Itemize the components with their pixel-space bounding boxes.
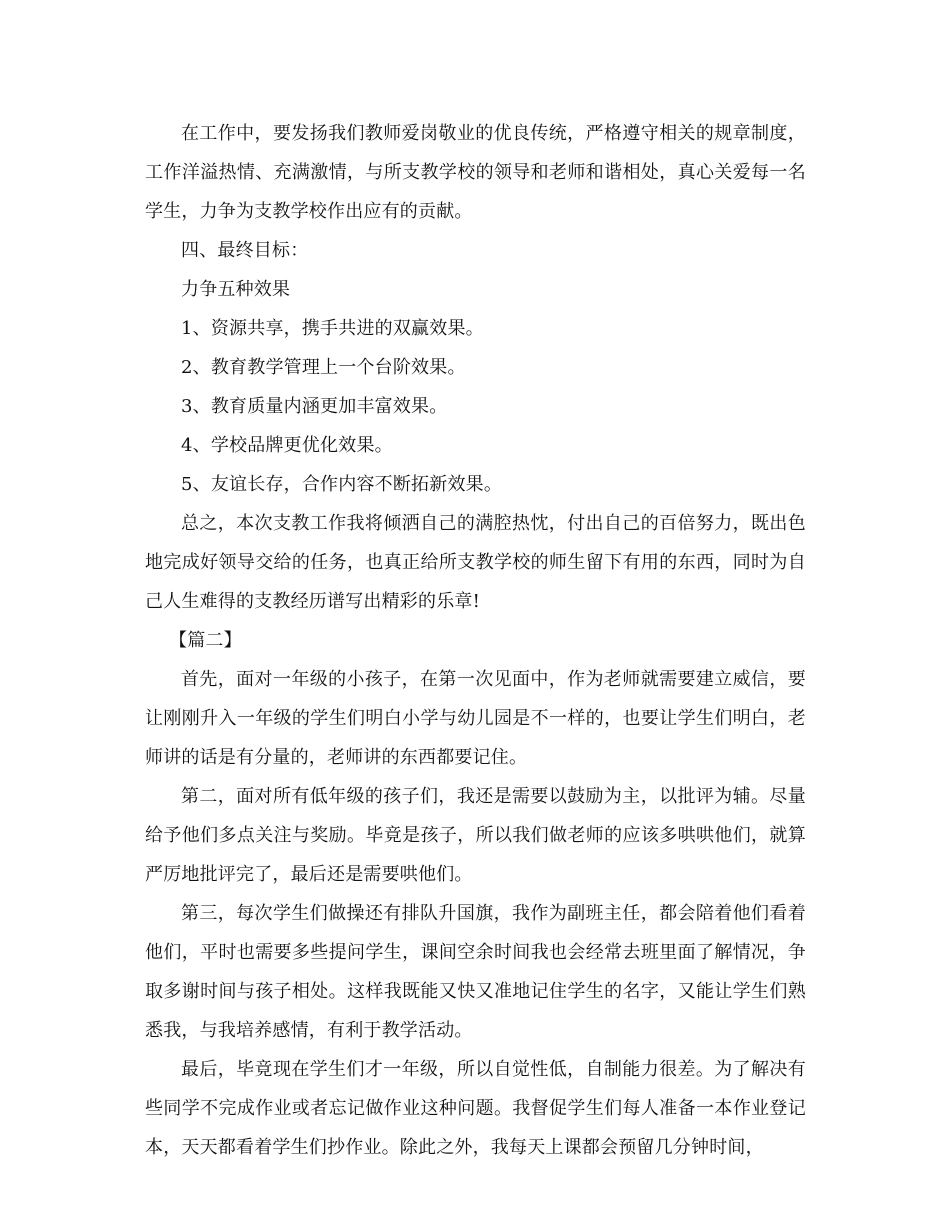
subheading-five-effects: 力争五种效果 xyxy=(181,279,291,300)
paragraph-last: 最后，毕竟现在学生们才一年级，所以自觉性低，自制能力很差。为了解决有些同学不完成作业或者忘记做作业这种问题。我督促学生们每人准备一本作业登记本，天天都看着学生们抄作业。除此之外，我每天上课都会预留几分钟时间， xyxy=(145,1059,806,1158)
paragraph-third: 第三，每次学生们做操还有排队升国旗，我作为副班主任，都会陪着他们看着他们，平时也需要多些提问学生，课间空余时间我也会经常去班里面了解情况，争取多谢时间与孩子相处。这样我既能又快又准地记住学生的名字，又能让学生们熟悉我，与我培养感情，有利于教学活动。 xyxy=(145,903,806,1041)
paragraph-conclusion: 总之，本次支教工作我将倾洒自己的满腔热忱，付出自己的百倍努力，既出色地完成好领导交给的任务，也真正给所支教学校的师生留下有用的东西，同时为自己人生难得的支教经历谱写出精彩的乐章! xyxy=(145,513,806,612)
list-item-effect-3: 3、教育质量内涵更加丰富效果。 xyxy=(181,396,448,417)
list-item-effect-5: 5、友谊长存，合作内容不断拓新效果。 xyxy=(181,474,503,495)
document-body xyxy=(145,114,806,1167)
section-heading-final-goal: 四、最终目标： xyxy=(181,240,309,261)
list-item-effect-1: 1、资源共享，携手共进的双赢效果。 xyxy=(181,318,484,339)
paragraph-first: 首先，面对一年级的小孩子，在第一次见面中，作为老师就需要建立威信，要让刚刚升入一年级的学生们明白小学与幼儿园是不一样的，也要让学生们明白，老师讲的话是有分量的，老师讲的东西都要记住。 xyxy=(145,669,806,768)
list-item-effect-2: 2、教育教学管理上一个台阶效果。 xyxy=(181,357,466,378)
section-heading-part-two: 【篇二】 xyxy=(169,630,242,651)
paragraph-second: 第二，面对所有低年级的孩子们，我还是需要以鼓励为主，以批评为辅。尽量给予他们多点关注与奖励。毕竟是孩子，所以我们做老师的应该多哄哄他们，就算严厉地批评完了，最后还是需要哄他们。 xyxy=(145,786,806,885)
list-item-effect-4: 4、学校品牌更优化效果。 xyxy=(181,435,393,456)
paragraph-work-attitude: 在工作中，要发扬我们教师爱岗敬业的优良传统，严格遵守相关的规章制度，工作洋溢热情、充满激情，与所支教学校的领导和老师和谐相处，真心关爱每一名学生，力争为支教学校作出应有的贡献。 xyxy=(145,123,806,222)
